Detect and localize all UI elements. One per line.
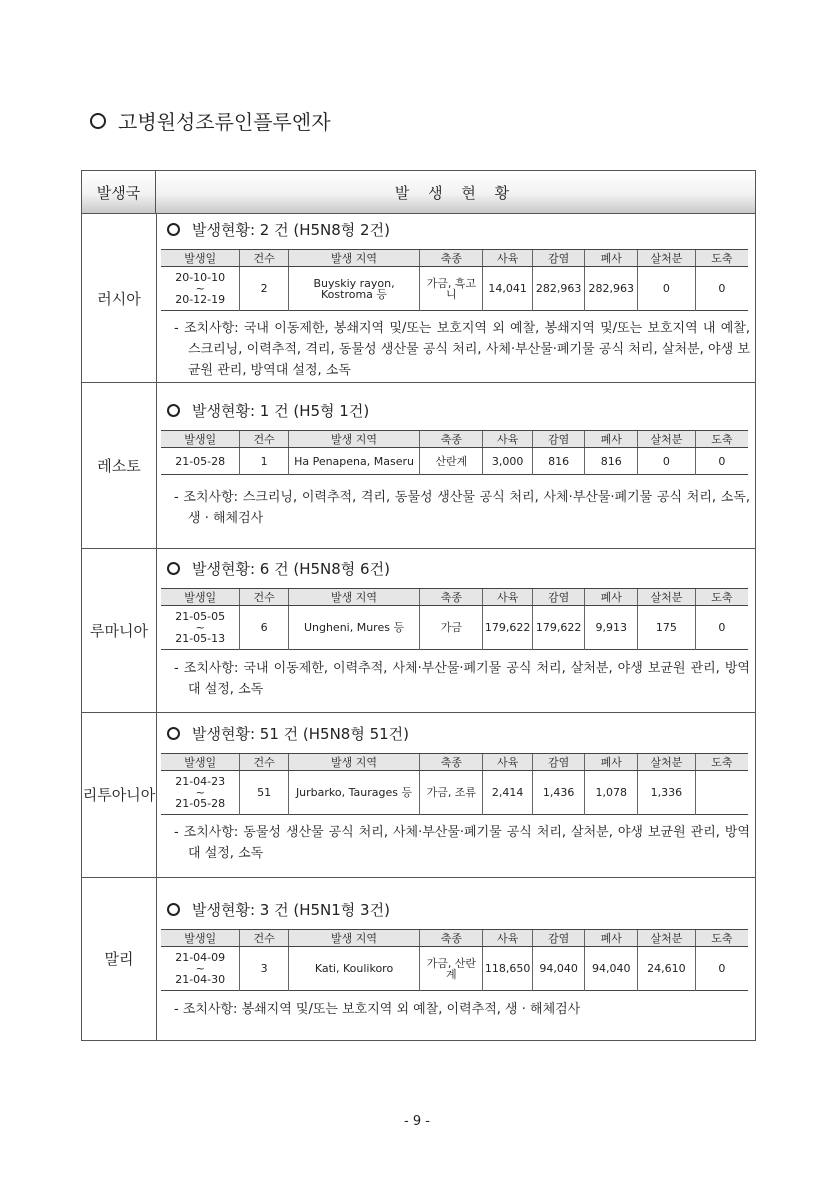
column-header: 발생일 <box>161 930 240 947</box>
died-cell: 816 <box>585 448 638 475</box>
date-range-tilde: ~ <box>195 282 205 295</box>
column-header: 사육 <box>483 930 532 947</box>
column-header: 발생일 <box>161 754 240 771</box>
died-cell: 282,963 <box>585 267 638 311</box>
measures-text: - 조치사항: 국내 이동제한, 봉쇄지역 및/또는 보호지역 외 예찰, 봉쇄지역 및/또는 보호지역 내 예찰, 스크리닝, 이력추적, 격리, 동물성 생산물 공식 처리, 사체·부산물·폐기물 공식 처리, 살처분, 야생 보균원 관리, 방역대 설정, 소독 <box>174 321 750 378</box>
column-header: 건수 <box>240 431 288 448</box>
column-header: 감염 <box>532 250 585 267</box>
column-header: 사육 <box>483 431 532 448</box>
infected-cell: 816 <box>532 448 585 475</box>
outbreak-table <box>81 170 756 1041</box>
outbreak-status <box>167 219 390 240</box>
start-date: 21-04-09 <box>175 951 226 964</box>
column-header: 발생 지역 <box>288 250 419 267</box>
column-header: 축종 <box>420 589 483 606</box>
column-header: 발생일 <box>161 431 240 448</box>
raised-cell: 179,622 <box>483 606 532 650</box>
died-cell: 1,078 <box>585 771 638 815</box>
column-divider <box>156 214 157 1040</box>
measures-text: - 조치사항: 국내 이동제한, 이력추적, 사체·부산물·폐기물 공식 처리, 살처분, 야생 보균원 관리, 방역대 설정, 소독 <box>174 661 750 697</box>
infected-cell: 94,040 <box>532 947 585 991</box>
circle-bullet-icon <box>167 223 180 236</box>
circle-bullet-icon <box>167 727 180 740</box>
column-header: 폐사 <box>585 589 638 606</box>
circle-bullet-icon <box>90 113 106 129</box>
country-name: 말리 <box>104 950 134 968</box>
died-cell: 9,913 <box>585 606 638 650</box>
column-header: 살처분 <box>638 930 696 947</box>
circle-bullet-icon <box>167 903 180 916</box>
count-cell: 2 <box>240 267 288 311</box>
region-cell: Jurbarko, Taurages 등 <box>288 771 419 815</box>
column-header: 살처분 <box>638 589 696 606</box>
column-header: 폐사 <box>585 250 638 267</box>
died-cell: 94,040 <box>585 947 638 991</box>
section-divider <box>82 382 755 383</box>
end-date: 21-05-28 <box>175 797 226 810</box>
column-header: 건수 <box>240 589 288 606</box>
section-divider <box>82 877 755 878</box>
culled-cell: 0 <box>638 267 696 311</box>
column-header: 발생일 <box>161 250 240 267</box>
measures-text: - 조치사항: 봉쇄지역 및/또는 보호지역 외 예찰, 이력추적, 생 · 해체검사 <box>174 1002 581 1017</box>
table-row <box>161 771 748 815</box>
infected-cell: 282,963 <box>532 267 585 311</box>
region-cell: Ungheni, Mures 등 <box>288 606 419 650</box>
table-row <box>161 267 748 311</box>
date-cell <box>161 448 240 475</box>
page-number: - 9 - <box>404 1114 430 1129</box>
section-divider <box>82 712 755 713</box>
column-header: 축종 <box>420 250 483 267</box>
column-header: 감염 <box>532 930 585 947</box>
country-column-header: 발생국 <box>82 171 156 213</box>
column-header: 감염 <box>532 431 585 448</box>
status-text: 발생현황: 51 건 (H5N8형 51건) <box>192 725 410 743</box>
outbreak-status <box>167 558 390 579</box>
column-header: 사육 <box>483 250 532 267</box>
count-cell: 1 <box>240 448 288 475</box>
species-cell: 가금 <box>420 606 483 650</box>
measures-text: - 조치사항: 스크리닝, 이력추적, 격리, 동물성 생산물 공식 처리, 사체·부산물·폐기물 공식 처리, 소독, 생 · 해체검사 <box>174 490 750 526</box>
date-cell <box>161 947 240 991</box>
raised-cell: 118,650 <box>483 947 532 991</box>
outbreak-data-table <box>161 929 748 991</box>
column-header: 축종 <box>420 431 483 448</box>
section-divider <box>82 548 755 549</box>
outbreak-status <box>167 899 390 920</box>
raised-cell: 14,041 <box>483 267 532 311</box>
outbreak-status <box>167 723 409 744</box>
end-date: 21-05-13 <box>175 632 226 645</box>
table-row <box>161 448 748 475</box>
date-range-tilde: ~ <box>195 962 205 975</box>
table-header-row <box>161 930 748 947</box>
column-header: 축종 <box>420 930 483 947</box>
country-name: 러시아 <box>97 289 141 308</box>
culled-cell: 24,610 <box>638 947 696 991</box>
start-date: 21-05-05 <box>175 610 226 623</box>
date-cell <box>161 267 240 311</box>
column-header: 사육 <box>483 754 532 771</box>
measures-text: - 조치사항: 동물성 생산물 공식 처리, 사체·부산물·폐기물 공식 처리, 살처분, 야생 보균원 관리, 방역대 설정, 소독 <box>174 825 750 861</box>
start-date: 21-05-28 <box>175 454 226 468</box>
status-text: 발생현황: 6 건 (H5N8형 6건) <box>192 560 390 578</box>
column-header: 도축 <box>695 589 748 606</box>
column-header: 발생 지역 <box>288 930 419 947</box>
status-text: 발생현황: 1 건 (H5형 1건) <box>192 402 370 420</box>
date-cell <box>161 606 240 650</box>
country-name: 리투아니아 <box>82 786 156 804</box>
column-header: 살처분 <box>638 431 696 448</box>
slaughtered-cell: 0 <box>695 267 748 311</box>
start-date: 20-10-10 <box>175 271 226 284</box>
column-header: 사육 <box>483 589 532 606</box>
culled-cell: 175 <box>638 606 696 650</box>
outbreak-data-table <box>161 249 748 311</box>
status-column-header: 발 생 현 황 <box>394 183 517 202</box>
species-cell: 가금, 조류 <box>420 771 483 815</box>
species-cell: 가금, 산란계 <box>420 947 483 991</box>
count-cell: 3 <box>240 947 288 991</box>
heading-text: 고병원성조류인플루엔자 <box>118 110 331 134</box>
outbreak-data-table <box>161 430 748 475</box>
date-range-tilde: ~ <box>195 786 205 799</box>
infected-cell: 1,436 <box>532 771 585 815</box>
slaughtered-cell <box>695 771 748 815</box>
column-header: 살처분 <box>638 754 696 771</box>
country-name: 레소토 <box>97 456 141 475</box>
end-date: 20-12-19 <box>175 293 226 306</box>
table-row <box>161 947 748 991</box>
circle-bullet-icon <box>167 404 180 417</box>
column-header: 건수 <box>240 754 288 771</box>
column-header: 폐사 <box>585 930 638 947</box>
date-range-tilde: ~ <box>195 621 205 634</box>
circle-bullet-icon <box>167 562 180 575</box>
column-header: 도축 <box>695 754 748 771</box>
slaughtered-cell: 0 <box>695 947 748 991</box>
outbreak-data-table <box>161 588 748 650</box>
species-cell: 가금, 흑고니 <box>420 267 483 311</box>
start-date: 21-04-23 <box>175 775 226 788</box>
column-header: 도축 <box>695 431 748 448</box>
table-header <box>82 171 755 214</box>
column-header: 감염 <box>532 589 585 606</box>
column-header: 폐사 <box>585 754 638 771</box>
column-header: 살처분 <box>638 250 696 267</box>
slaughtered-cell: 0 <box>695 448 748 475</box>
table-row <box>161 606 748 650</box>
raised-cell: 3,000 <box>483 448 532 475</box>
column-header: 축종 <box>420 754 483 771</box>
outbreak-status <box>167 400 369 421</box>
raised-cell: 2,414 <box>483 771 532 815</box>
section-heading <box>90 106 331 135</box>
end-date: 21-04-30 <box>175 973 226 986</box>
column-header: 감염 <box>532 754 585 771</box>
infected-cell: 179,622 <box>532 606 585 650</box>
table-header-row <box>161 431 748 448</box>
column-header: 발생일 <box>161 589 240 606</box>
region-cell: Kati, Koulikoro <box>288 947 419 991</box>
count-cell: 51 <box>240 771 288 815</box>
outbreak-data-table <box>161 753 748 815</box>
column-header: 발생 지역 <box>288 754 419 771</box>
table-header-row <box>161 250 748 267</box>
table-header-row <box>161 754 748 771</box>
region-cell: Ha Penapena, Maseru <box>288 448 419 475</box>
column-header: 발생 지역 <box>288 431 419 448</box>
column-header: 도축 <box>695 930 748 947</box>
species-cell: 산란계 <box>420 448 483 475</box>
status-text: 발생현황: 3 건 (H5N1형 3건) <box>192 901 390 919</box>
country-name: 루마니아 <box>90 621 148 640</box>
column-header: 건수 <box>240 250 288 267</box>
column-header: 폐사 <box>585 431 638 448</box>
column-header: 도축 <box>695 250 748 267</box>
count-cell: 6 <box>240 606 288 650</box>
culled-cell: 1,336 <box>638 771 696 815</box>
table-header-row <box>161 589 748 606</box>
column-header: 발생 지역 <box>288 589 419 606</box>
status-text: 발생현황: 2 건 (H5N8형 2건) <box>192 221 390 239</box>
slaughtered-cell: 0 <box>695 606 748 650</box>
column-header: 건수 <box>240 930 288 947</box>
date-cell <box>161 771 240 815</box>
culled-cell: 0 <box>638 448 696 475</box>
region-cell: Buyskiy rayon, Kostroma 등 <box>288 267 419 311</box>
